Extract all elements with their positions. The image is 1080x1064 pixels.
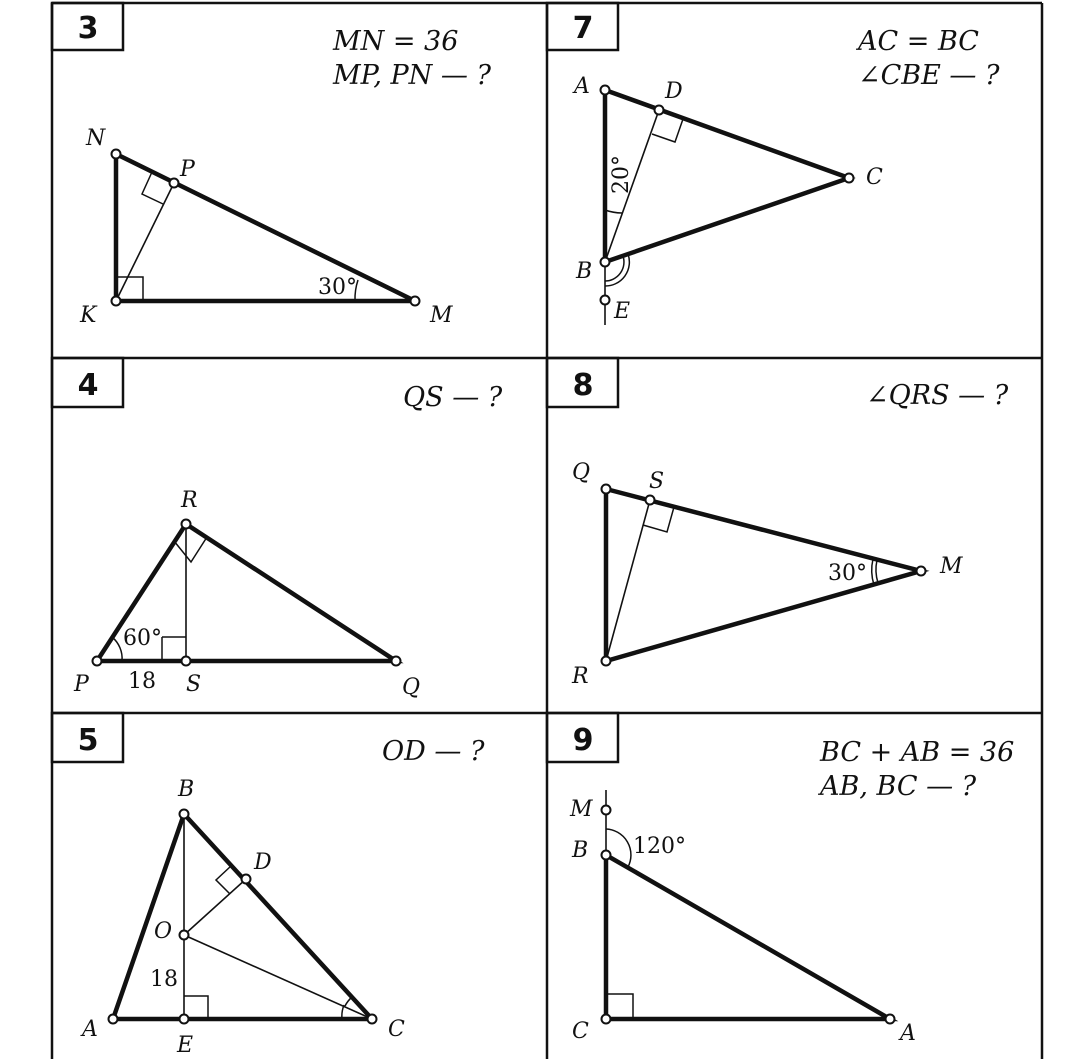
given-line-1: MN = 36 [333,26,459,57]
problem-7 [572,11,1000,325]
problem-number: 4 [77,368,99,403]
vertex-r: R [181,488,198,513]
vertex-a: A [574,74,590,99]
problem-number: 3 [77,11,99,46]
vertex-b: B [572,838,589,863]
vertex-c: C [572,1019,589,1044]
given-line-1: BC + AB = 36 [820,737,1015,768]
vertex-q: Q [402,675,421,700]
vertex-m: M [430,303,453,328]
segment-label: 18 [150,967,178,992]
triangle-abc [602,790,895,1024]
vertex-b: B [576,259,593,284]
vertex-m: M [940,554,963,579]
vertex-d: D [254,850,272,875]
vertex-o: O [154,919,173,944]
vertex-c: C [866,165,883,190]
problem-3 [78,11,492,328]
vertex-b: B [178,777,195,802]
vertex-e: E [614,299,631,324]
triangle-abc [109,810,377,1024]
problem-4 [73,368,503,700]
triangle-qmr [602,485,926,666]
triangle-nkm [112,150,420,306]
given-line-1: ∠QRS — ? [866,380,1009,411]
given-line-2: AB, BC — ? [820,771,977,802]
segment-label: 18 [128,669,156,694]
angle-label: 30° [318,275,357,300]
problem-8 [571,368,1009,689]
vertex-a: A [82,1017,98,1042]
vertex-p: P [74,672,89,697]
given-line-2: ∠CBE — ? [858,60,1000,91]
vertex-s: S [186,672,202,697]
angle-label: 30° [828,561,867,586]
vertex-c: C [388,1017,405,1042]
problem-5 [78,723,485,1058]
given-line-1: QS — ? [403,382,503,413]
vertex-n: N [86,126,106,151]
vertex-a: A [900,1021,916,1046]
vertex-p: P [180,157,195,182]
vertex-m: M [570,797,593,822]
vertex-d: D [665,79,683,104]
given-line-2: MP, PN — ? [333,60,491,91]
problem-number: 9 [572,723,594,758]
problem-number: 7 [572,11,594,46]
vertex-k: K [80,303,97,328]
triangle-abc [601,86,854,326]
angle-label: 120° [633,834,686,859]
problem-number: 5 [77,723,99,758]
vertex-q: Q [572,460,591,485]
vertex-e: E [177,1033,194,1058]
angle-label: 20° [609,155,634,194]
given-line-1: OD — ? [382,736,485,767]
given-line-1: AC = BC [858,26,979,57]
problem-number: 8 [572,368,594,403]
vertex-s: S [649,469,665,494]
vertex-r: R [572,664,589,689]
problem-9 [569,723,1014,1046]
angle-label: 60° [123,626,162,651]
